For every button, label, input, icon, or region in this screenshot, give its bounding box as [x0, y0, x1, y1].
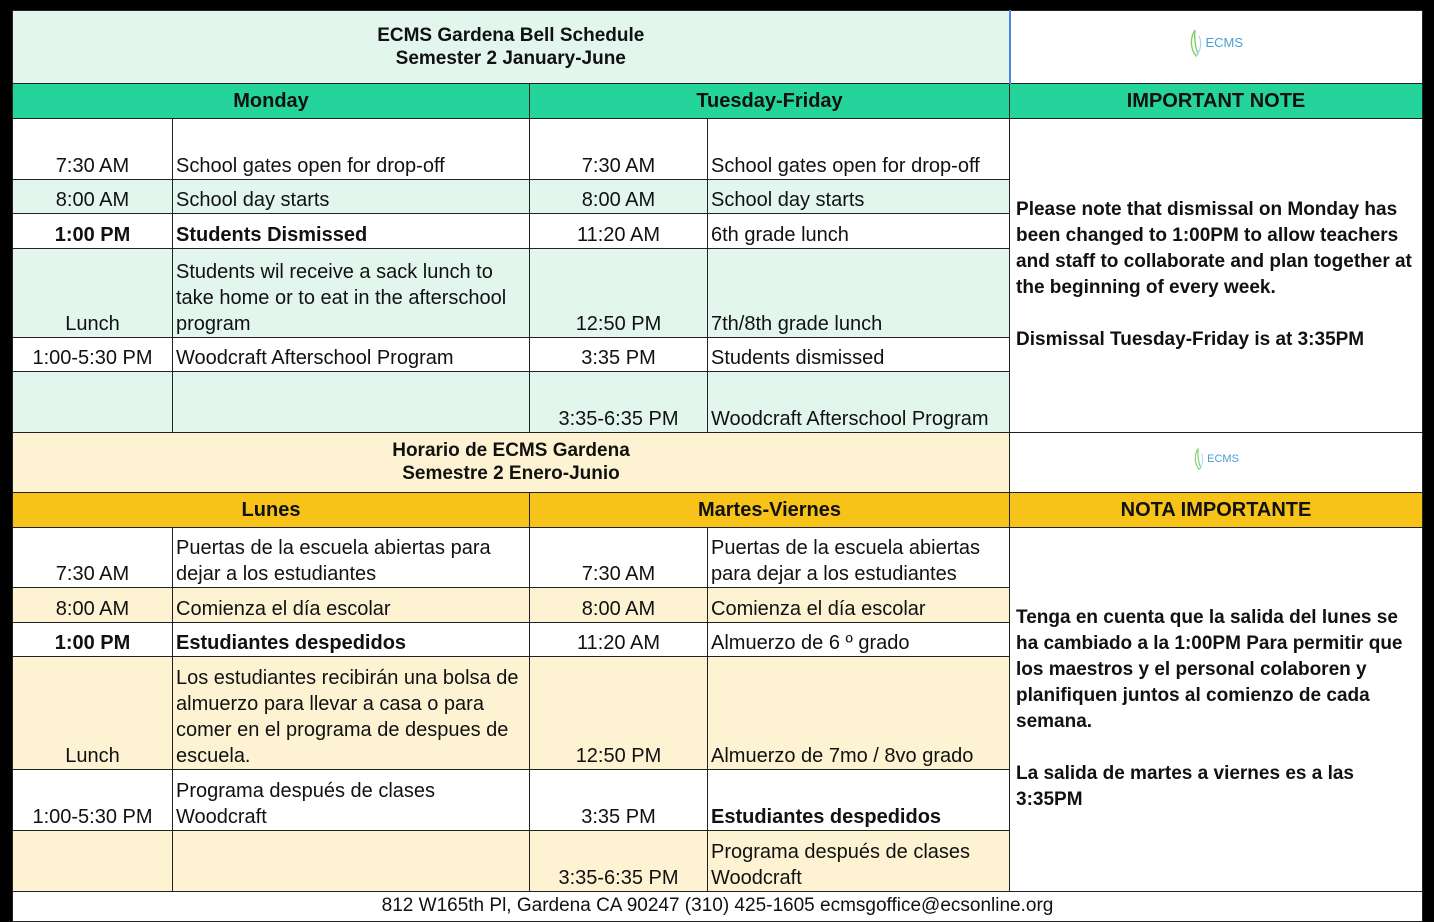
tuefri-time: 12:50 PM: [530, 248, 708, 337]
martes-viernes-event: Almuerzo de 6 º grado: [708, 622, 1010, 656]
important-note-text: Please note that dismissal on Monday has been changed to 1:00PM to allow teachers and staff to collaborate and plan together at the beginning of every week.: [1016, 199, 1412, 299]
nota-importante-header: NOTA IMPORTANTE: [1010, 493, 1423, 527]
english-logo-cell: [1010, 11, 1423, 84]
english-title-row: [13, 11, 1423, 84]
lunes-time: [13, 830, 173, 891]
monday-event: Students Dismissed: [173, 214, 530, 248]
martes-viernes-event: Programa después de clases Woodcraft: [708, 830, 1010, 891]
footer-row: [13, 891, 1423, 921]
english-title-line1: ECMS Gardena Bell Schedule: [377, 24, 645, 46]
table-row: [13, 119, 1423, 180]
martes-viernes-time: 12:50 PM: [530, 657, 708, 770]
nota-importante-salida: La salida de martes a viernes es a las 3:35PM: [1016, 763, 1354, 811]
ecms-logo: [1193, 446, 1239, 472]
lunes-event: [173, 830, 530, 891]
logo-text: ECMS: [1207, 453, 1239, 466]
tuefri-event: School gates open for drop-off: [708, 119, 1010, 180]
monday-event: School gates open for drop-off: [173, 119, 530, 180]
martes-viernes-time: 3:35-6:35 PM: [530, 830, 708, 891]
monday-event: Students wil receive a sack lunch to take home or to eat in the afterschool program: [173, 248, 530, 337]
important-note: [1010, 119, 1423, 432]
important-note-header: IMPORTANT NOTE: [1010, 83, 1423, 118]
tuefri-event: 7th/8th grade lunch: [708, 248, 1010, 337]
tuefri-time: 11:20 AM: [530, 214, 708, 248]
leaf-icon: [1189, 28, 1203, 58]
logo-text: ECMS: [1205, 35, 1244, 51]
monday-time: Lunch: [13, 248, 173, 337]
lunes-event: Puertas de la escuela abiertas para dejar a los estudiantes: [173, 527, 530, 588]
lunes-time: 1:00 PM: [13, 622, 173, 656]
english-title-line2: Semester 2 January-June: [395, 47, 626, 69]
ecms-logo: [1189, 28, 1243, 58]
tuefri-event: Woodcraft Afterschool Program: [708, 371, 1010, 432]
spanish-title-line2: Semestre 2 Enero-Junio: [402, 463, 620, 485]
english-title: [13, 11, 1010, 84]
tuefri-time: 8:00 AM: [530, 179, 708, 213]
monday-event: School day starts: [173, 179, 530, 213]
lunes-event: Programa después de clases Woodcraft: [173, 770, 530, 831]
martes-viernes-header: Martes-Viernes: [530, 493, 1010, 527]
spanish-logo-cell: [1010, 432, 1423, 493]
bell-schedule-table: [12, 10, 1423, 922]
table-row: [13, 527, 1423, 588]
lunes-event: Los estudiantes recibirán una bolsa de almuerzo para llevar a casa o para comer en el programa de despues de escuela.: [173, 657, 530, 770]
martes-viernes-event: Comienza el día escolar: [708, 588, 1010, 622]
tuefri-event: School day starts: [708, 179, 1010, 213]
monday-event: Woodcraft Afterschool Program: [173, 337, 530, 371]
nota-importante-text: Tenga en cuenta que la salida del lunes se ha cambiado a la 1:00PM Para permitir que los maestros y el personal colaboren y planifiquen juntos al comienzo de cada semana.: [1016, 607, 1403, 733]
lunes-event: Estudiantes despedidos: [173, 622, 530, 656]
monday-time: 8:00 AM: [13, 179, 173, 213]
martes-viernes-time: 7:30 AM: [530, 527, 708, 588]
tuefri-time: 3:35-6:35 PM: [530, 371, 708, 432]
tuefri-time: 7:30 AM: [530, 119, 708, 180]
martes-viernes-time: 11:20 AM: [530, 622, 708, 656]
monday-time: 1:00 PM: [13, 214, 173, 248]
monday-time: [13, 371, 173, 432]
lunes-time: 8:00 AM: [13, 588, 173, 622]
footer-contact: 812 W165th Pl, Gardena CA 90247 (310) 425-1605 ecmsgoffice@ecsonline.org: [13, 891, 1423, 921]
monday-time: 1:00-5:30 PM: [13, 337, 173, 371]
tuefri-time: 3:35 PM: [530, 337, 708, 371]
spanish-title: [13, 432, 1010, 493]
nota-importante: [1010, 527, 1423, 891]
tuefri-event: 6th grade lunch: [708, 214, 1010, 248]
leaf-icon: [1193, 447, 1205, 471]
lunes-time: Lunch: [13, 657, 173, 770]
lunes-time: 7:30 AM: [13, 527, 173, 588]
lunes-event: Comienza el día escolar: [173, 588, 530, 622]
english-header-row: [13, 83, 1423, 118]
tuefri-event: Students dismissed: [708, 337, 1010, 371]
martes-viernes-time: 8:00 AM: [530, 588, 708, 622]
martes-viernes-event: Estudiantes despedidos: [708, 770, 1010, 831]
martes-viernes-event: Almuerzo de 7mo / 8vo grado: [708, 657, 1010, 770]
lunes-time: 1:00-5:30 PM: [13, 770, 173, 831]
martes-viernes-event: Puertas de la escuela abiertas para dejar a los estudiantes: [708, 527, 1010, 588]
spanish-title-row: [13, 432, 1423, 493]
monday-time: 7:30 AM: [13, 119, 173, 180]
monday-event: [173, 371, 530, 432]
important-note-dismissal: Dismissal Tuesday-Friday is at 3:35PM: [1016, 329, 1365, 351]
tuesday-friday-header: Tuesday-Friday: [530, 83, 1010, 118]
martes-viernes-time: 3:35 PM: [530, 770, 708, 831]
spanish-title-line1: Horario de ECMS Gardena: [392, 440, 630, 462]
spanish-header-row: [13, 493, 1423, 527]
monday-header: Monday: [13, 83, 530, 118]
lunes-header: Lunes: [13, 493, 530, 527]
